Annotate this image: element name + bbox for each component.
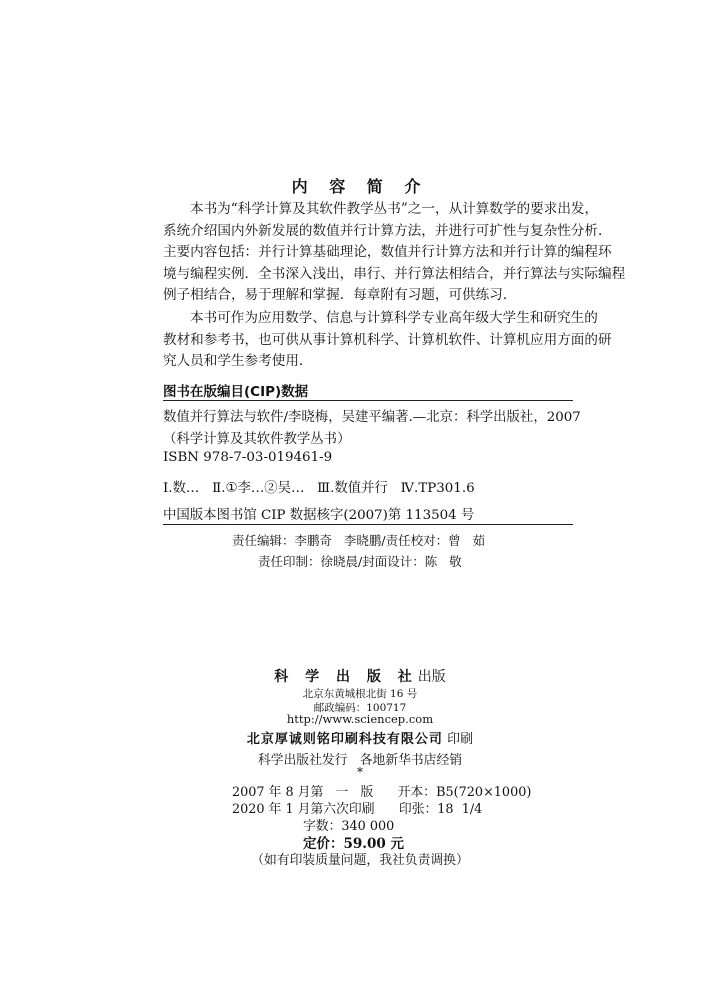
word-count: 字数：340 000	[303, 819, 395, 834]
publisher-name-line	[0, 666, 720, 686]
summary-paragraph-1-line: 例子相结合，易于理解和掌握．每章附有习题，可供练习．	[163, 287, 517, 303]
publisher-url: http://www.sciencep.com	[286, 712, 434, 726]
edition-line: 2007 年 8 月第 一 版 开本：B5(720×1000)	[232, 785, 532, 800]
cip-line-series: （科学计算及其软件教学丛书）	[163, 432, 351, 447]
summary-paragraph-2	[163, 308, 612, 373]
printer-name: 北京厚诚则铭印刷科技有限公司	[246, 732, 443, 747]
printer-action: 印刷	[447, 732, 474, 747]
separator-star: *	[357, 765, 363, 779]
cip-line-record-number: 中国版本图书馆 CIP 数据核字(2007)第 113504 号	[163, 508, 475, 523]
summary-paragraph-2-line: 教材和参考书，也可供从事计算机科学、计算机软件、计算机应用方面的研	[163, 331, 612, 348]
cip-top-rule	[163, 400, 573, 401]
publisher-name: 科 学 出 版 社	[274, 669, 418, 685]
quality-note: （如有印装质量问题，我社负责调换）	[251, 853, 469, 868]
credits-production: 责任印制：徐晓晨/封面设计：陈 敬	[258, 554, 462, 569]
summary-paragraph-1-line: 主要内容包括：并行计算基础理论，数值并行计算方法和并行计算的编程环	[163, 244, 612, 260]
summary-paragraph-2-line: 本书可作为应用数学、信息与计算科学专业高年级大学生和研究生的	[190, 310, 598, 326]
distribution-line: 科学出版社发行 各地新华书店经销	[257, 753, 463, 768]
credits-editors: 责任编辑：李鹏奇 李晓鹏/责任校对：曾 茹	[232, 533, 486, 548]
cip-line-classification: Ⅰ.数… Ⅱ.①李…②吴… Ⅲ.数值并行 Ⅳ.TP301.6	[163, 481, 475, 496]
cip-heading: 图书在版编目(CIP)数据	[163, 384, 309, 400]
summary-paragraph-1-line: 本书为“科学计算及其软件教学丛书”之一，从计算数学的要求出发，	[190, 201, 599, 217]
publisher-postcode: 邮政编码：100717	[313, 702, 407, 714]
summary-paragraph-1	[163, 199, 626, 307]
summary-title: 内 容 简 介	[291, 177, 429, 196]
cip-line-isbn: ISBN 978-7-03-019461-9	[163, 450, 333, 465]
cip-bottom-rule	[163, 524, 573, 525]
price: 定价：59.00 元	[303, 836, 404, 852]
printing-line: 2020 年 1 月第六次印刷 印张：18 1/4	[232, 802, 483, 817]
printer-line	[0, 728, 720, 747]
summary-paragraph-1-line: 系统介绍国内外新发展的数值并行计算方法，并进行可扩性与复杂性分析．	[163, 222, 612, 239]
cip-line-title: 数值并行算法与软件/李晓梅，吴建平编著.—北京：科学出版社，2007	[163, 410, 581, 425]
summary-paragraph-2-line: 究人员和学生参考使用．	[163, 353, 313, 369]
summary-paragraph-1-line: 境与编程实例．全书深入浅出，串行、并行算法相结合，并行算法与实际编程	[163, 265, 626, 282]
publisher-address: 北京东黄城根北街 16 号	[302, 688, 418, 700]
publisher-action: 出版	[417, 669, 446, 685]
